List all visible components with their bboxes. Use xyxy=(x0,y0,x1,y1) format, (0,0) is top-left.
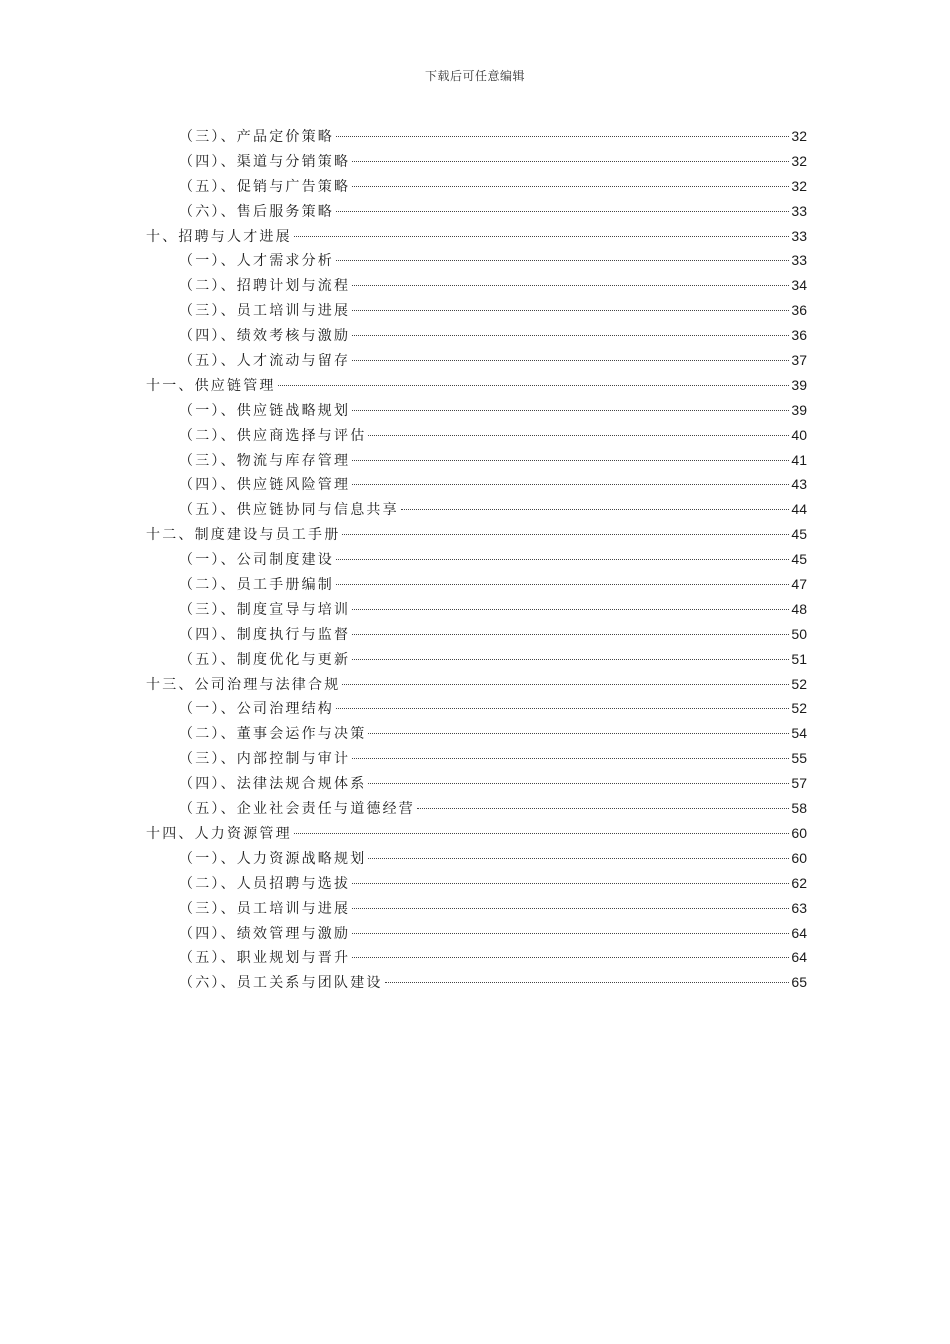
toc-dot-leader xyxy=(352,360,789,361)
toc-page-number: 43 xyxy=(791,476,807,493)
toc-section-entry[interactable] xyxy=(146,497,807,522)
toc-section-entry[interactable] xyxy=(146,647,807,672)
toc-entry-title: 十、招聘与人才进展 xyxy=(146,228,292,245)
toc-section-entry[interactable] xyxy=(146,547,807,572)
toc-dot-leader xyxy=(352,186,789,187)
toc-section-entry[interactable] xyxy=(146,472,807,497)
toc-page-number: 45 xyxy=(791,526,807,543)
toc-entry-title: （二）、董事会运作与决策 xyxy=(179,726,367,743)
toc-dot-leader xyxy=(352,484,789,485)
toc-page-number: 33 xyxy=(791,252,807,269)
toc-dot-leader xyxy=(336,584,789,585)
toc-dot-leader xyxy=(294,833,790,834)
toc-section-entry[interactable] xyxy=(146,721,807,746)
toc-entry-title: （三）、制度宣导与培训 xyxy=(179,601,351,618)
toc-chapter-entry[interactable] xyxy=(146,672,807,697)
toc-page-number: 60 xyxy=(791,849,807,866)
toc-dot-leader xyxy=(401,509,790,510)
toc-chapter-entry[interactable] xyxy=(146,373,807,398)
toc-entry-title: （五）、企业社会责任与道德经营 xyxy=(179,801,415,818)
toc-section-entry[interactable] xyxy=(146,871,807,896)
toc-dot-leader xyxy=(368,783,789,784)
toc-dot-leader xyxy=(342,684,789,685)
toc-dot-leader xyxy=(352,335,789,336)
toc-entry-title: 十一、供应链管理 xyxy=(146,377,276,394)
toc-section-entry[interactable] xyxy=(146,448,807,473)
toc-page-number: 34 xyxy=(791,277,807,294)
toc-section-entry[interactable] xyxy=(146,298,807,323)
toc-section-entry[interactable] xyxy=(146,771,807,796)
toc-dot-leader xyxy=(336,260,789,261)
toc-entry-title: （一）、人力资源战略规划 xyxy=(179,850,367,867)
toc-entry-title: （二）、员工手册编制 xyxy=(179,577,334,594)
toc-section-entry[interactable] xyxy=(146,423,807,448)
toc-entry-title: （三）、员工培训与进展 xyxy=(179,900,351,917)
toc-page-number: 64 xyxy=(791,949,807,966)
toc-section-entry[interactable] xyxy=(146,174,807,199)
toc-chapter-entry[interactable] xyxy=(146,522,807,547)
toc-dot-leader xyxy=(352,460,789,461)
toc-entry-title: （二）、人员招聘与选拔 xyxy=(179,875,351,892)
toc-page-number: 55 xyxy=(791,750,807,767)
toc-page-number: 47 xyxy=(791,576,807,593)
toc-page-number: 39 xyxy=(791,401,807,418)
toc-entry-title: （四）、供应链风险管理 xyxy=(179,477,351,494)
toc-section-entry[interactable] xyxy=(146,896,807,921)
toc-section-entry[interactable] xyxy=(146,696,807,721)
toc-entry-title: （一）、公司制度建设 xyxy=(179,552,334,569)
toc-page-number: 52 xyxy=(791,675,807,692)
toc-section-entry[interactable] xyxy=(146,124,807,149)
toc-dot-leader xyxy=(368,435,789,436)
toc-entry-title: （五）、供应链协同与信息共享 xyxy=(179,502,399,519)
toc-page-number: 45 xyxy=(791,551,807,568)
toc-section-entry[interactable] xyxy=(146,921,807,946)
toc-dot-leader xyxy=(352,310,789,311)
toc-dot-leader xyxy=(417,808,789,809)
toc-dot-leader xyxy=(352,410,789,411)
toc-section-entry[interactable] xyxy=(146,846,807,871)
toc-section-entry[interactable] xyxy=(146,323,807,348)
toc-dot-leader xyxy=(342,534,789,535)
toc-section-entry[interactable] xyxy=(146,199,807,224)
toc-chapter-entry[interactable] xyxy=(146,224,807,249)
toc-section-entry[interactable] xyxy=(146,945,807,970)
toc-page-number: 62 xyxy=(791,874,807,891)
table-of-contents xyxy=(146,124,807,995)
toc-page-number: 32 xyxy=(791,177,807,194)
toc-page-number: 36 xyxy=(791,327,807,344)
toc-dot-leader xyxy=(368,858,789,859)
toc-entry-title: 十二、制度建设与员工手册 xyxy=(146,527,341,544)
toc-entry-title: （一）、供应链战略规划 xyxy=(179,402,351,419)
toc-page-number: 51 xyxy=(791,650,807,667)
toc-section-entry[interactable] xyxy=(146,746,807,771)
toc-page-number: 64 xyxy=(791,924,807,941)
toc-section-entry[interactable] xyxy=(146,796,807,821)
toc-section-entry[interactable] xyxy=(146,273,807,298)
toc-entry-title: （一）、人才需求分析 xyxy=(179,253,334,270)
toc-page-number: 63 xyxy=(791,899,807,916)
toc-dot-leader xyxy=(294,236,790,237)
toc-page-number: 60 xyxy=(791,824,807,841)
toc-page-number: 37 xyxy=(791,352,807,369)
toc-section-entry[interactable] xyxy=(146,572,807,597)
toc-dot-leader xyxy=(352,161,789,162)
toc-dot-leader xyxy=(352,957,789,958)
toc-page-number: 52 xyxy=(791,700,807,717)
toc-entry-title: （六）、员工关系与团队建设 xyxy=(179,975,383,992)
toc-page-number: 36 xyxy=(791,302,807,319)
toc-dot-leader xyxy=(352,933,789,934)
toc-section-entry[interactable] xyxy=(146,248,807,273)
toc-dot-leader xyxy=(385,982,790,983)
toc-section-entry[interactable] xyxy=(146,970,807,995)
toc-entry-title: （四）、绩效管理与激励 xyxy=(179,925,351,942)
toc-page-number: 39 xyxy=(791,376,807,393)
toc-page-number: 65 xyxy=(791,974,807,991)
toc-dot-leader xyxy=(352,758,789,759)
toc-section-entry[interactable] xyxy=(146,348,807,373)
toc-section-entry[interactable] xyxy=(146,622,807,647)
toc-entry-title: （二）、招聘计划与流程 xyxy=(179,278,351,295)
toc-entry-title: （五）、促销与广告策略 xyxy=(179,178,351,195)
toc-dot-leader xyxy=(336,136,789,137)
toc-page-number: 44 xyxy=(791,501,807,518)
toc-entry-title: （五）、人才流动与留存 xyxy=(179,353,351,370)
toc-dot-leader xyxy=(352,908,789,909)
toc-page-number: 33 xyxy=(791,202,807,219)
toc-entry-title: （三）、内部控制与审计 xyxy=(179,751,351,768)
toc-dot-leader xyxy=(278,385,790,386)
toc-dot-leader xyxy=(368,733,789,734)
toc-dot-leader xyxy=(336,211,789,212)
toc-page-number: 58 xyxy=(791,800,807,817)
page-header: 下载后可任意编辑 xyxy=(424,69,525,83)
toc-entry-title: （四）、绩效考核与激励 xyxy=(179,328,351,345)
toc-page-number: 50 xyxy=(791,625,807,642)
toc-entry-title: （五）、制度优化与更新 xyxy=(179,651,351,668)
toc-entry-title: （三）、产品定价策略 xyxy=(179,129,334,145)
toc-page-number: 32 xyxy=(791,128,807,144)
toc-dot-leader xyxy=(352,659,789,660)
toc-dot-leader xyxy=(352,883,789,884)
toc-entry-title: （六）、售后服务策略 xyxy=(179,203,334,220)
toc-dot-leader xyxy=(352,609,789,610)
toc-page-number: 41 xyxy=(791,451,807,468)
toc-dot-leader xyxy=(336,559,789,560)
toc-page-number: 54 xyxy=(791,725,807,742)
toc-page-number: 33 xyxy=(791,227,807,244)
toc-entry-title: （三）、物流与库存管理 xyxy=(179,452,351,469)
toc-entry-title: （三）、员工培训与进展 xyxy=(179,303,351,320)
toc-page-number: 40 xyxy=(791,426,807,443)
toc-entry-title: （二）、供应商选择与评估 xyxy=(179,427,367,444)
toc-dot-leader xyxy=(336,708,789,709)
toc-dot-leader xyxy=(352,285,789,286)
toc-section-entry[interactable] xyxy=(146,398,807,423)
toc-page-number: 57 xyxy=(791,775,807,792)
toc-section-entry[interactable] xyxy=(146,149,807,174)
toc-entry-title: （四）、渠道与分销策略 xyxy=(179,153,351,170)
toc-entry-title: （四）、制度执行与监督 xyxy=(179,626,351,643)
toc-dot-leader xyxy=(352,634,789,635)
toc-entry-title: （一）、公司治理结构 xyxy=(179,701,334,718)
toc-entry-title: 十三、公司治理与法律合规 xyxy=(146,676,341,693)
toc-entry-title: 十四、人力资源管理 xyxy=(146,825,292,842)
toc-page-number: 32 xyxy=(791,152,807,169)
toc-entry-title: （四）、法律法规合规体系 xyxy=(179,776,367,793)
toc-entry-title: （五）、职业规划与晋升 xyxy=(179,950,351,967)
toc-page-number: 48 xyxy=(791,600,807,617)
toc-chapter-entry[interactable] xyxy=(146,821,807,846)
toc-section-entry[interactable] xyxy=(146,597,807,622)
